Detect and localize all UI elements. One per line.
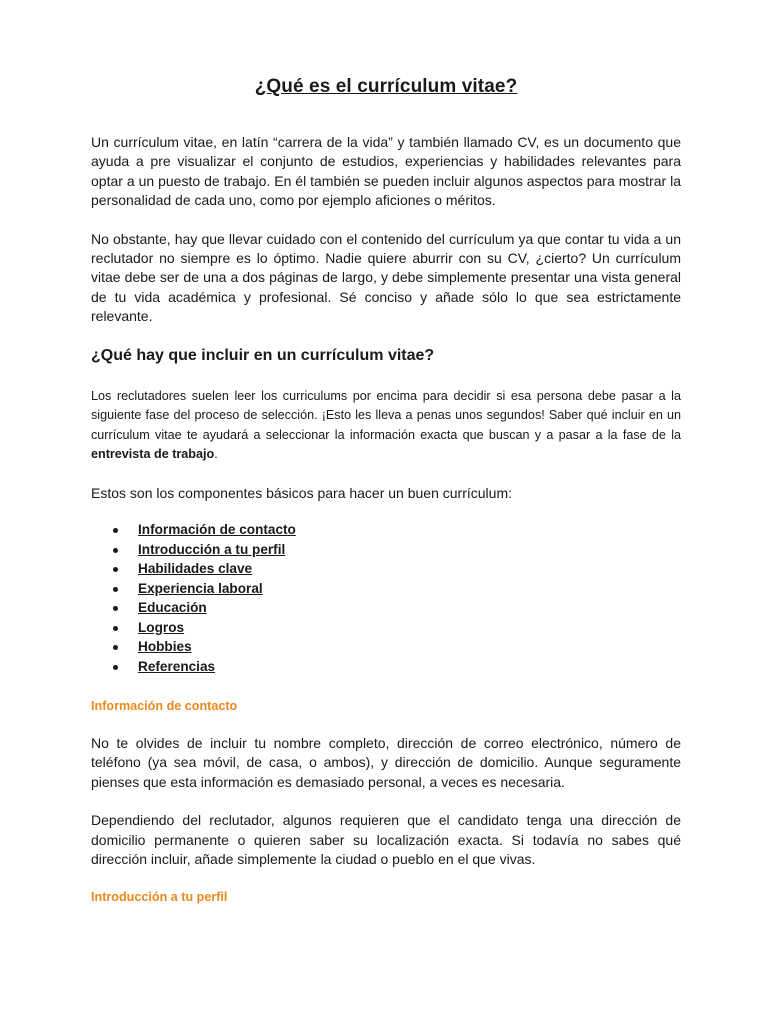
list-item — [91, 520, 681, 540]
bullet-icon — [113, 606, 118, 611]
bullet-icon — [113, 567, 118, 572]
component-link-experience[interactable]: Experiencia laboral — [138, 580, 263, 596]
bullet-icon — [113, 665, 118, 670]
recruiters-paragraph — [91, 387, 681, 465]
bullet-icon — [113, 587, 118, 592]
component-link-education[interactable]: Educación — [138, 600, 207, 616]
list-item — [91, 637, 681, 657]
components-list — [91, 520, 681, 676]
list-item — [91, 559, 681, 579]
contact-paragraph-2: Dependiendo del reclutador, algunos requieren que el candidato tenga una dirección de domicilio permanente o quieren saber su localización exacta. Si todavía no sabes qué dirección incluir, añade simplemente la ciudad o pueblo en el que vivas. — [91, 812, 681, 868]
bullet-icon — [113, 548, 118, 553]
component-link-profile[interactable]: Introducción a tu perfil — [138, 541, 286, 557]
bullet-icon — [113, 626, 118, 631]
list-item — [91, 598, 681, 618]
list-item — [91, 540, 681, 560]
bullet-icon — [113, 528, 118, 533]
profile-intro-heading: Introducción a tu perfil — [91, 890, 228, 905]
component-link-contact[interactable]: Información de contacto — [138, 522, 296, 538]
contact-paragraph-1: No te olvides de incluir tu nombre completo, dirección de correo electrónico, número de teléfono (ya sea móvil, de casa, o ambos), y dirección de domicilio. Aunque seguramente pienses que esta información es demasiado personal, a veces es necesaria. — [91, 735, 681, 790]
list-item — [91, 579, 681, 599]
component-link-achievements[interactable]: Logros — [138, 619, 185, 635]
contact-heading: Información de contacto — [91, 699, 238, 714]
list-item — [91, 618, 681, 638]
document-page — [91, 70, 681, 907]
section-heading-what-to-include: ¿Qué hay que incluir en un currículum vitae? — [91, 346, 435, 364]
interview-link-text: entrevista de trabajo — [91, 447, 215, 462]
intro-paragraph-1: Un currículum vitae, en latín “carrera de la vida” y también llamado CV, es un documento que ayuda a pre visualizar el conjunto de estudios, experiencias y habilidades relevantes para optar a un puesto de trabajo. En él también se pueden incluir algunos aspectos para mostrar la personalidad de cada uno, como por ejemplo aficiones o méritos. — [91, 134, 681, 209]
page-title: ¿Qué es el currículum vitae? — [254, 76, 518, 97]
component-link-references[interactable]: Referencias — [138, 658, 216, 674]
bullet-icon — [113, 645, 118, 650]
components-intro: Estos son los componentes básicos para hacer un buen currículum: — [91, 485, 513, 502]
recruiters-text-after: . — [214, 447, 218, 462]
component-link-skills[interactable]: Habilidades clave — [138, 561, 253, 577]
recruiters-text-before: Los reclutadores suelen leer los curriculums por encima para decidir si esa persona debe pasar a la siguiente fase del proceso de selección. ¡Esto les lleva a penas unos segundos! Saber qué incluir en un currículum vitae te ayudará a seleccionar la información exacta que buscan y a pasar a la fase de la — [91, 388, 681, 442]
component-link-hobbies[interactable]: Hobbies — [138, 639, 192, 655]
list-item — [91, 657, 681, 677]
intro-paragraph-2: No obstante, hay que llevar cuidado con el contenido del currículum ya que contar tu vida a un reclutador no siempre es lo óptimo. Nadie quiere aburrir con su CV, ¿cierto? Un currículum vitae debe ser de una a dos páginas de largo, y debe simplemente presentar una vista general de tu vida académica y profesional. Sé conciso y añade sólo lo que sea estrictamente relevante. — [91, 230, 681, 325]
